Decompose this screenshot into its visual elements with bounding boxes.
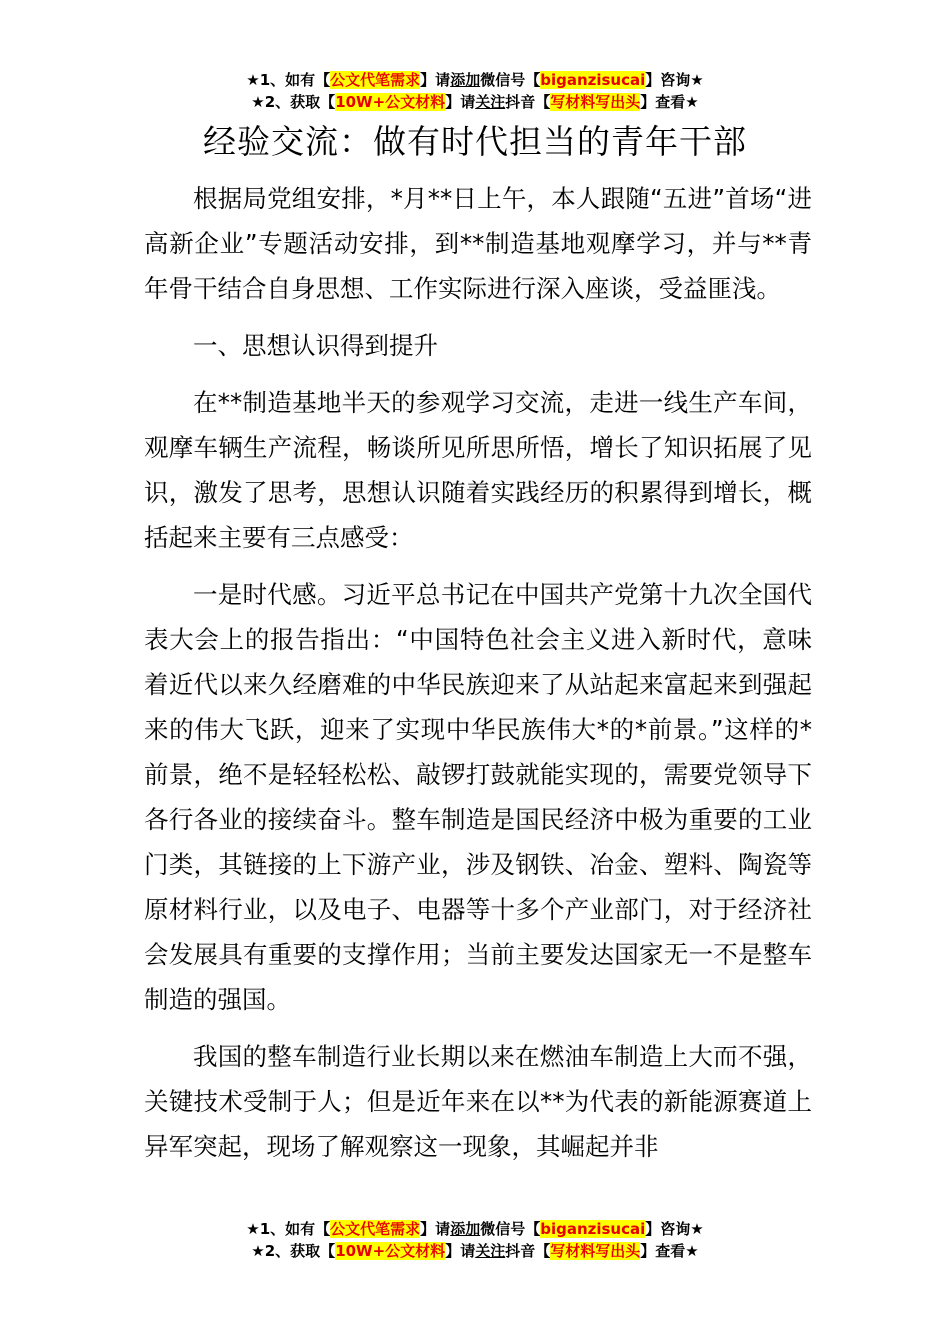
promo-highlight: 公文代笔需求 [330,1220,421,1238]
section-heading-1: 一、思想认识得到提升 [193,331,438,360]
promo-underlined-text: 添加 [450,1220,481,1238]
promo-text: 微信号【 [480,71,541,89]
promo-text: ★1、如有【 [246,1220,331,1238]
promo-banner-top [0,69,950,113]
promo-line-1 [0,1218,950,1240]
promo-text: 】咨询★ [645,1220,704,1238]
promo-text: ★1、如有【 [246,71,331,89]
document-body [144,176,812,1181]
promo-text: 】请 [445,93,476,111]
promo-text: 微信号【 [480,1220,541,1238]
promo-text: 】咨询★ [645,71,704,89]
promo-underlined-text: 添加 [450,71,481,89]
promo-underlined-text: 关注 [475,1242,506,1260]
promo-text: ★2、获取【 [251,1242,336,1260]
promo-text: 】查看★ [640,1242,699,1260]
promo-wechat-id: biganzisucai [540,1220,646,1238]
promo-highlight: 公文代笔需求 [330,71,421,89]
promo-text: 】请 [420,71,451,89]
promo-text: 】请 [420,1220,451,1238]
promo-underlined-text: 关注 [475,93,506,111]
document-title: 经验交流：做有时代担当的青年干部 [203,122,747,161]
promo-douyin-id: 写材料写出头 [550,1242,641,1260]
promo-line-1 [0,69,950,91]
promo-text: 】请 [445,1242,476,1260]
promo-line-2 [0,1240,950,1262]
promo-text: 】查看★ [640,93,699,111]
paragraph-section-1: 在**制造基地半天的参观学习交流，走进一线生产车间，观摩车辆生产流程，畅谈所见所思所悟，增长了知识拓展了见识，激发了思考，思想认识随着实践经历的积累得到增长，概括起来主要有三点感受： [144,388,812,552]
promo-text: 抖音【 [505,93,551,111]
paragraph-intro: 根据局党组安排，*月**日上午，本人跟随“五进”首场“进高新企业”专题活动安排，到**制造基地观摩学习，并与**青年骨干结合自身思想、工作实际进行深入座谈，受益匪浅。 [144,184,812,303]
promo-line-2 [0,91,950,113]
paragraph-auto-industry: 我国的整车制造行业长期以来在燃油车制造上大而不强，关键技术受制于人；但是近年来在以**为代表的新能源赛道上异军突起，现场了解观察这一现象，其崛起并非 [144,1042,812,1161]
promo-wechat-id: biganzisucai [540,71,646,89]
promo-douyin-id: 写材料写出头 [550,93,641,111]
promo-highlight: 10W+公文材料 [335,1242,446,1260]
promo-highlight: 10W+公文材料 [335,93,446,111]
promo-text: 抖音【 [505,1242,551,1260]
promo-banner-bottom [0,1218,950,1262]
promo-text: ★2、获取【 [251,93,336,111]
paragraph-era-sense: 一是时代感。习近平总书记在中国共产党第十九次全国代表大会上的报告指出：“中国特色社会主义进入新时代，意味着近代以来久经磨难的中华民族迎来了从站起来富起来到强起来的伟大飞跃，迎来了实现中华民族伟大*的*前景。”这样的*前景，绝不是轻轻松松、敲锣打鼓就能实现的，需要党领导下各行各业的接续奋斗。整车制造是国民经济中极为重要的工业门类，其链接的上下游产业，涉及钢铁、冶金、塑料、陶瓷等原材料行业，以及电子、电器等十多个产业部门，对于经济社会发展具有重要的支撑作用；当前主要发达国家无一不是整车制造的强国。 [144,580,812,1014]
